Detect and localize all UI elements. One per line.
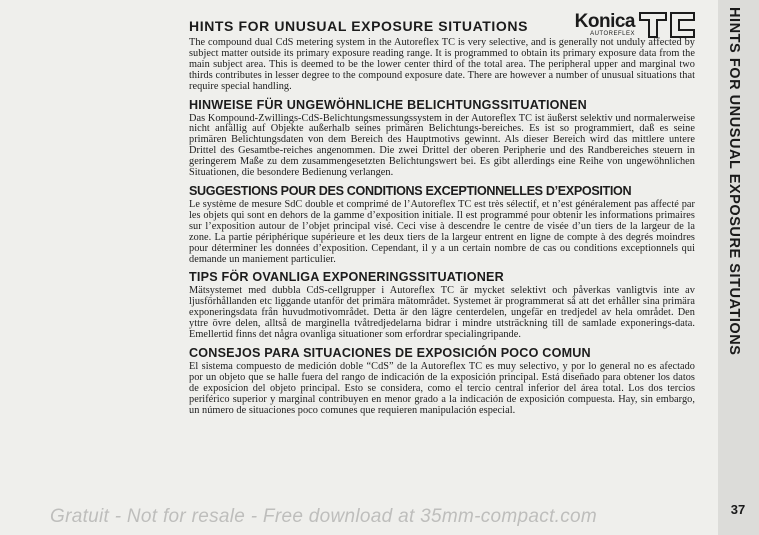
- sidebar-title: HINTS FOR UNUSUAL EXPOSURE SITUATIONS: [726, 7, 742, 356]
- paragraph-fr: Le système de mesure SdC double et comprimé de l’Autoreflex TC est très sélectif, et n’est généralement pas affecté par les objets qui sont en dehors de la gamme d’exposition initiale. Il est programmé pour obtenir les informations primaires sur l’exposition autour de l’objet principal visé. Ceci vise à descendre le centre de visée d’un tiers de la largeur de la zone. La partie périphérique supérieure et les deux tiers de la largeur entrent en ligne de compte à des degrés moindres pour déterminer les données d’exposition. Cependant, il y a un certain nombre de cas ou conditions exceptionnels qui demande un maniement particulier.: [189, 198, 695, 265]
- page-header: [189, 12, 695, 38]
- heading-de: HINWEISE FÜR UNGEWÖHNLICHE BELICHTUNGSSITUATIONEN: [189, 97, 587, 112]
- page-content: [189, 12, 695, 416]
- paragraph-de: Das Kompound-Zwillings-CdS-Belichtungsmessungssystem in der Autoreflex TC ist äußerst selektiv und normalerweise nicht anfällig auf Objekte außerhalb seines primären Belichtungs-bereiches. Es ist so programmiert, daß es seine primären Belichtungsdaten von dem Bereich des Hauptmotivs gewinnt. Als dieser Bereich wird das mittlere untere Drittel des Gesamtbe-reiches angenommen. Die zwei Drittel der oberen Peripherie und des Randbereiches steuern in geringerem Maße zu dem zusammengesetzten Belichtungswert bei. Es gibt allerdings eine Reihe von ungewöhnlichen Situationen, die besondere Bedienung verlangen.: [189, 112, 695, 179]
- intro-paragraph-en: The compound dual CdS metering system in the Autoreflex TC is very selective, and is generally not unduly affected by subject matter outside its primary exposure reading range. It is programmed to obtain its primary exposure data from the main subject area. This is deemed to be the lower center third of the total area. The peripheral upper and marginal two thirds contributes in lesser degree to the compound exposure date. There are however a number of unusual situations that require special handling.: [189, 37, 695, 92]
- heading-es: CONSEJOS PARA SITUACIONES DE EXPOSICIÓN POCO COMUN: [189, 345, 591, 360]
- page-title: HINTS FOR UNUSUAL EXPOSURE SITUATIONS: [189, 18, 529, 34]
- page-number: 37: [730, 502, 746, 517]
- tc-logo-icon: [639, 12, 695, 38]
- heading-sv: TIPS FÖR OVANLIGA EXPONERINGSSITUATIONER: [189, 270, 504, 285]
- watermark: Gratuit - Not for resale - Free download at 35mm-compact.com: [50, 506, 598, 527]
- paragraph-sv: Mätsystemet med dubbla CdS-cellgrupper i Autoreflex TC är mycket selektivt och påverkas vanligtvis inte av ljusförhållanden etc liggande utanför det primära mätområdet. Systemet är programmerat så att det erhåller sina primära exponeringsdata från huvudmotivområdet. Detta är den lägre centerdelen, ungefär en tredjedel av hela området. Den yttre övre delen, alltså de marginella tvåtredjedelarna bidrar i mindre utsträckning till de samlade exponerings-data. Emellertid finns det några ovanliga situationer som erfordrar specialingripande.: [189, 285, 695, 341]
- paragraph-es: El sistema compuesto de medición doble “CdS” de la Autoreflex TC es muy selectivo, y por lo general no es afectado por un objeto que se halle fuera del rango de indicación de la exposición principal. Está diseñado para obtener los datos de exposicion del objeto principal. Esto se considera, como el tercio central inferior del área total. Los dos tercios periférico superior y marginal contribuyen en menor grado a la indicación de exposición compuesta. Hay, sin embargo, un número de situaciones poco comunes que requieren manipulación especial.: [189, 360, 695, 416]
- heading-fr: SUGGESTIONS POUR DES CONDITIONS EXCEPTIONNELLES D’EXPOSITION: [189, 183, 632, 198]
- logo-brand: Konica: [574, 11, 635, 32]
- logo-sub: AUTOREFLEX: [590, 31, 635, 37]
